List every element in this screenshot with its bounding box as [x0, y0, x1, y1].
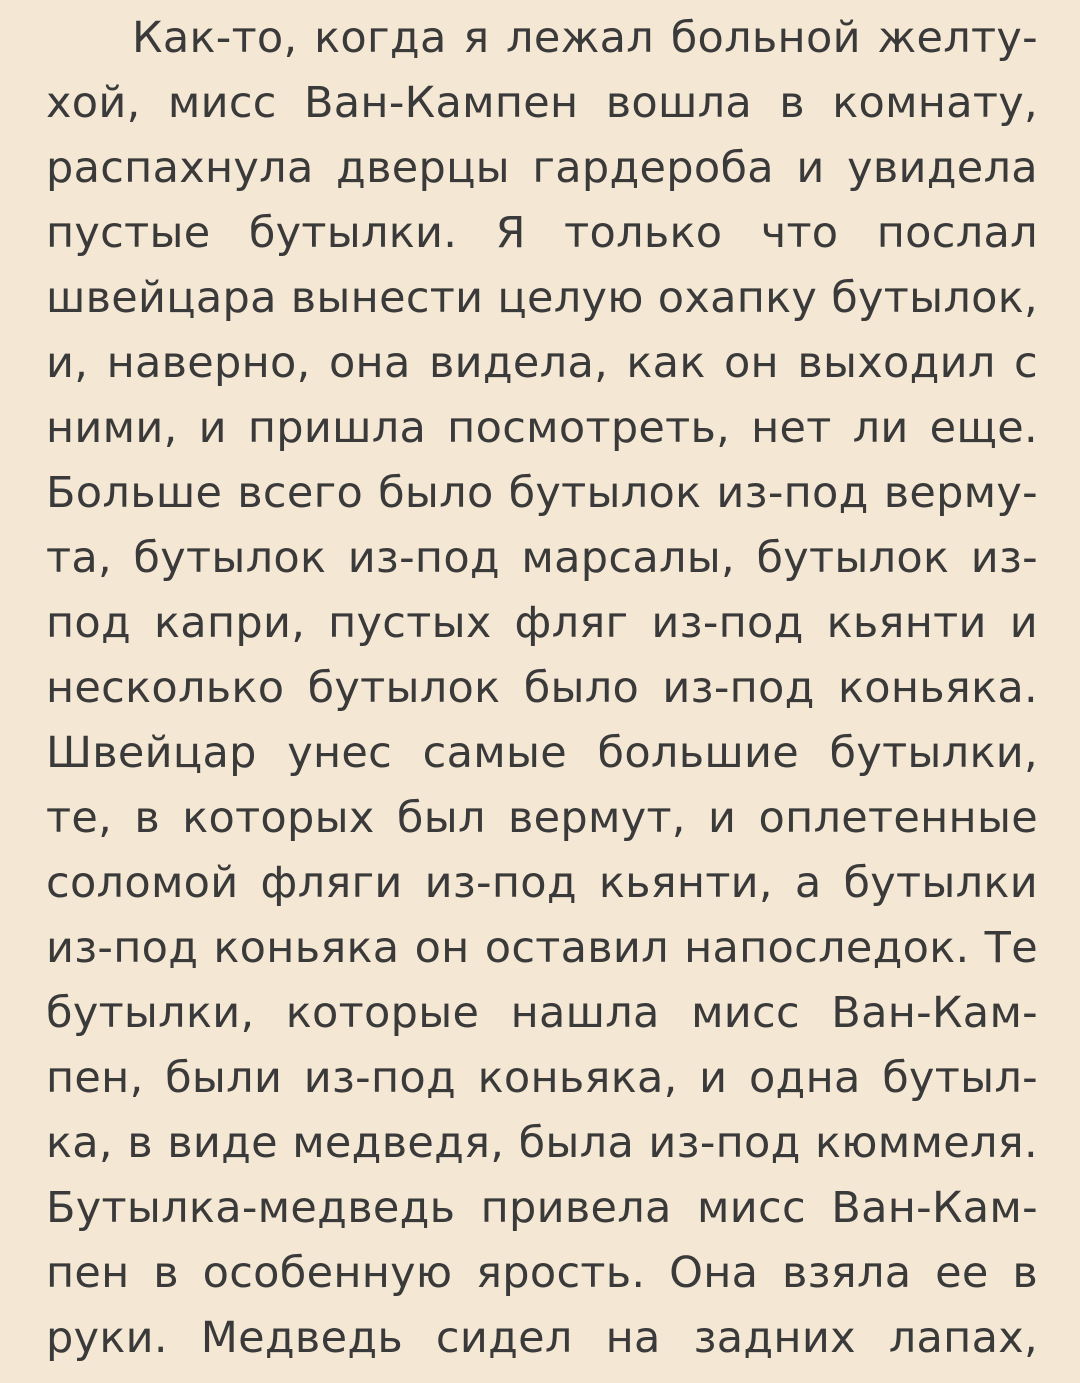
word: под [46, 598, 132, 648]
word: она [328, 338, 411, 388]
word: он [414, 923, 470, 973]
word: и [796, 143, 825, 193]
word: кюммеля. [815, 1118, 1038, 1168]
text-line [46, 1111, 1038, 1176]
word: фляги [260, 858, 403, 908]
word: сидел [435, 1313, 573, 1363]
word: только [564, 208, 723, 258]
word: из-под [347, 533, 500, 583]
word: с [1013, 338, 1038, 388]
text-line [46, 331, 1038, 396]
word: бутылки [843, 858, 1038, 908]
word: коньяка, [477, 1053, 678, 1103]
word: пен, [46, 1053, 144, 1103]
word: бутылки, [829, 728, 1038, 778]
word: когда [314, 13, 447, 63]
word: гардероба [532, 143, 774, 193]
text-line [46, 136, 1038, 201]
text-line [46, 461, 1038, 526]
word: большие [597, 728, 799, 778]
text-line [46, 201, 1038, 266]
word: целую [497, 273, 644, 323]
word: был [396, 793, 486, 843]
word: вермут, [507, 793, 686, 843]
word: бутылки. [248, 208, 458, 258]
word: из-под [424, 858, 577, 908]
word: и [699, 1053, 728, 1103]
book-text [46, 6, 1038, 1371]
word: бутыл- [882, 1053, 1038, 1103]
word: хой, [46, 78, 141, 128]
word: бутылок, [831, 273, 1038, 323]
text-line [46, 526, 1038, 591]
word: и [708, 793, 737, 843]
word: кьянти, [598, 858, 773, 908]
word: бутылок [307, 663, 501, 713]
word: из-под [648, 1118, 801, 1168]
word: несколько [46, 663, 285, 713]
text-line [46, 1241, 1038, 1306]
word: на [605, 1313, 661, 1363]
text-line [46, 656, 1038, 721]
word: напоследок. [684, 923, 970, 973]
word: медведя, [292, 1118, 505, 1168]
word: бутылок [756, 533, 950, 583]
word: ними, [46, 403, 178, 453]
text-line [46, 266, 1038, 331]
word: задних [693, 1313, 856, 1363]
word: видела, [428, 338, 609, 388]
word: самые [422, 728, 567, 778]
word: марсалы, [521, 533, 735, 583]
word: а [794, 858, 822, 908]
text-line [46, 721, 1038, 786]
text-line [46, 1306, 1038, 1371]
word: ли [852, 403, 909, 453]
word: посмотреть, [447, 403, 731, 453]
text-line [46, 71, 1038, 136]
word: Медведь [200, 1313, 404, 1363]
word: в [1012, 1248, 1038, 1298]
word: швейцара [46, 273, 277, 323]
word: в [153, 1248, 179, 1298]
text-line [46, 6, 1038, 71]
word: Те [984, 923, 1038, 973]
word: оставил [484, 923, 669, 973]
word: и, [46, 338, 89, 388]
word: наверно, [106, 338, 311, 388]
word: привела [480, 1183, 672, 1233]
word: которых [182, 793, 375, 843]
word: руки. [46, 1313, 168, 1363]
word: соломой [46, 858, 239, 908]
word: одна [748, 1053, 861, 1103]
word: Я [495, 208, 526, 258]
word: как [626, 338, 706, 388]
word: из-под [662, 663, 815, 713]
word: всего [237, 468, 364, 518]
word: лежал [506, 13, 655, 63]
word: из-под [716, 468, 869, 518]
word: Как-то, [132, 13, 298, 63]
word: Швейцар [46, 728, 257, 778]
word: распахнула [46, 143, 314, 193]
word: Ван-Кампен [303, 78, 579, 128]
word: было [523, 663, 640, 713]
word: пришла [247, 403, 427, 453]
word: желту- [877, 13, 1038, 63]
word: мисс [167, 78, 277, 128]
word: особенную [202, 1248, 453, 1298]
word: вынести [290, 273, 484, 323]
word: бутылок [133, 533, 327, 583]
word: из-под [303, 1053, 457, 1103]
word: были [165, 1053, 283, 1103]
word: из-под [651, 598, 804, 648]
word: коньяка [213, 923, 400, 973]
word: из- [970, 533, 1038, 583]
word: виде [167, 1118, 278, 1168]
word: пустые [46, 208, 211, 258]
word: кьянти [826, 598, 987, 648]
word: фляг [514, 598, 629, 648]
word: в [127, 1118, 153, 1168]
word: мисс [697, 1183, 806, 1233]
word: в [779, 78, 805, 128]
word: ка, [46, 1118, 113, 1168]
word: капри, [154, 598, 306, 648]
word: вошла [605, 78, 753, 128]
word: унес [287, 728, 393, 778]
word: нашла [510, 988, 660, 1038]
word: было [378, 468, 494, 518]
text-line [46, 1176, 1038, 1241]
word: коньяка. [837, 663, 1038, 713]
word: та, [46, 533, 112, 583]
word: лапах, [888, 1313, 1038, 1363]
word: которые [285, 988, 480, 1038]
word: пустых [328, 598, 492, 648]
word: бутылки, [46, 988, 255, 1038]
word: послал [876, 208, 1038, 258]
word: из-под [46, 923, 199, 973]
word: и [198, 403, 227, 453]
word: еще. [929, 403, 1038, 453]
word: оплетенные [758, 793, 1038, 843]
word: Ван-Кам- [831, 988, 1038, 1038]
word: те, [46, 793, 113, 843]
word: дверцы [336, 143, 510, 193]
text-line [46, 916, 1038, 981]
word: пен [46, 1248, 130, 1298]
word: комнату, [832, 78, 1038, 128]
word: взяла [782, 1248, 912, 1298]
word: была [518, 1118, 635, 1168]
word: верму- [883, 468, 1038, 518]
word: что [760, 208, 839, 258]
text-line [46, 981, 1038, 1046]
word: охапку [657, 273, 818, 323]
text-line [46, 851, 1038, 916]
word: ее [935, 1248, 989, 1298]
text-line [46, 786, 1038, 851]
word: мисс [691, 988, 800, 1038]
word: больной [670, 13, 861, 63]
word: бутылок [508, 468, 702, 518]
text-line [46, 396, 1038, 461]
text-line [46, 1046, 1038, 1111]
word: выходил [797, 338, 996, 388]
text-line [46, 591, 1038, 656]
word: Ван-Кам- [831, 1183, 1038, 1233]
word: Бутылка-медведь [46, 1183, 456, 1233]
word: увидела [847, 143, 1038, 193]
word: Она [669, 1248, 759, 1298]
word: он [723, 338, 779, 388]
word: в [134, 793, 160, 843]
word: я [463, 13, 490, 63]
word: нет [751, 403, 832, 453]
word: и [1009, 598, 1038, 648]
word: Больше [46, 468, 223, 518]
word: ярость. [476, 1248, 646, 1298]
